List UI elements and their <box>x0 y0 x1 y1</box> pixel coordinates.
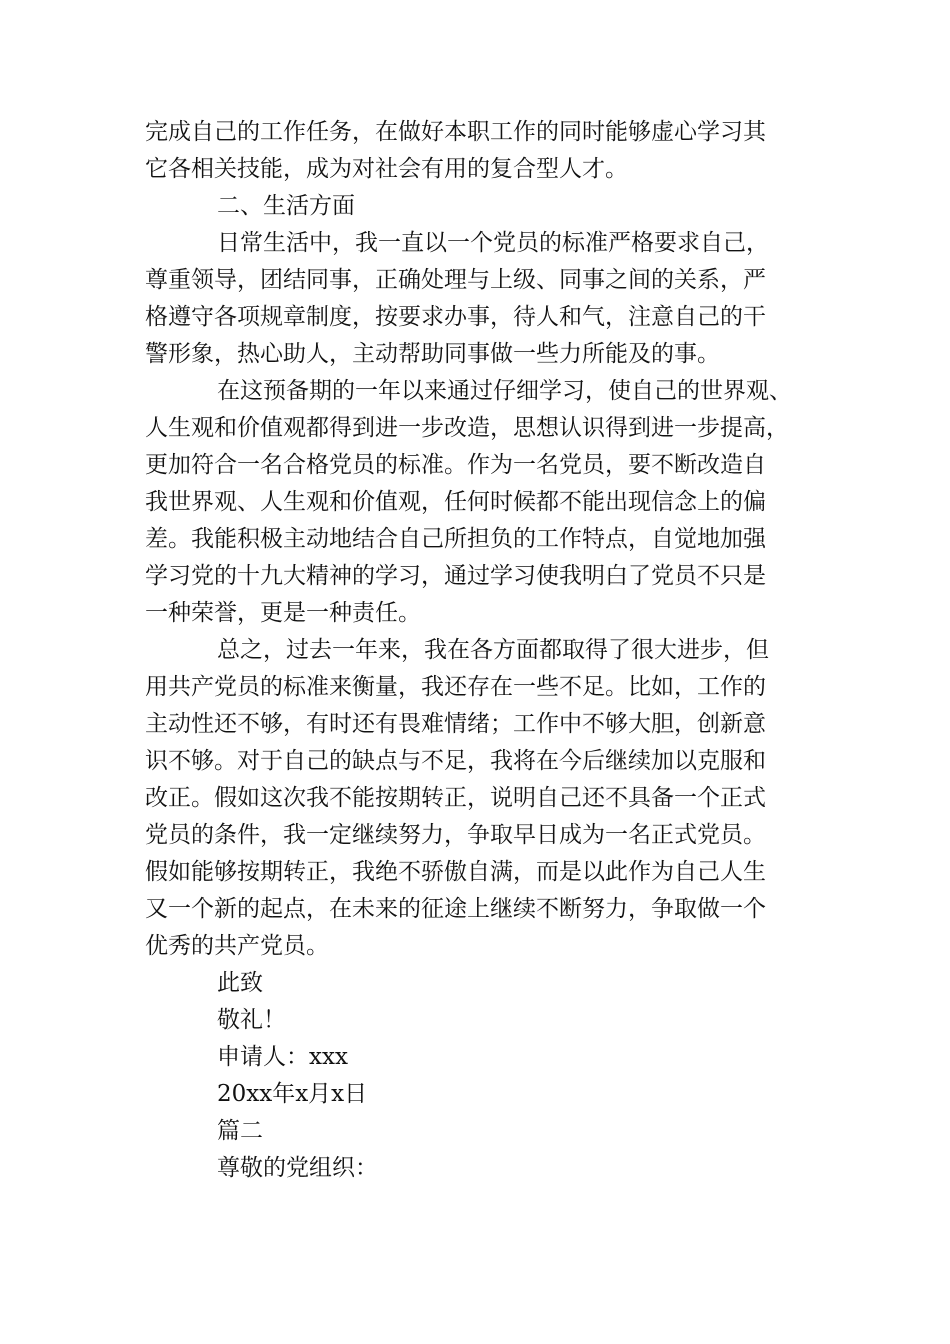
closing-jingli: 敬礼！ <box>217 1007 286 1033</box>
part-label: 篇二 <box>217 1118 263 1144</box>
letter-greeting <box>145 1150 805 1187</box>
closing-salutation <box>145 965 805 1002</box>
text-line: 人生观和价值观都得到进一步改造，思想认识得到进一步提高， <box>145 415 789 441</box>
text-line: 在这预备期的一年以来通过仔细学习，使自己的世界观、 <box>217 378 792 404</box>
closing-regards <box>145 1002 805 1039</box>
letter-date <box>145 1076 805 1113</box>
applicant-signature <box>145 1039 805 1076</box>
paragraph-summary <box>145 632 805 965</box>
text-line: 优秀的共产党员。 <box>145 933 329 959</box>
text-line: 日常生活中，我一直以一个党员的标准严格要求自己， <box>217 230 769 256</box>
text-line: 差。我能积极主动地结合自己所担负的工作特点，自觉地加强 <box>145 526 766 552</box>
date-text: 20xx年x月x日 <box>217 1081 368 1107</box>
part-two-heading <box>145 1113 805 1150</box>
paragraph-daily-life <box>145 225 805 373</box>
document-body <box>145 114 805 1187</box>
text-line: 格遵守各项规章制度，按要求办事，待人和气，注意自己的干 <box>145 304 766 330</box>
paragraph-probation-study <box>145 373 805 632</box>
text-line: 更加符合一名合格党员的标准。作为一名党员，要不断改造自 <box>145 452 766 478</box>
closing-cizhi: 此致 <box>217 970 263 996</box>
text-line: 主动性还不够，有时还有畏难情绪；工作中不够大胆，创新意 <box>145 711 766 737</box>
text-line: 又一个新的起点，在未来的征途上继续不断努力，争取做一个 <box>145 896 766 922</box>
section-heading-text: 二、生活方面 <box>217 193 355 219</box>
text-line: 一种荣誉，更是一种责任。 <box>145 600 421 626</box>
text-line: 完成自己的工作任务，在做好本职工作的同时能够虚心学习其 <box>145 119 766 145</box>
text-line: 学习党的十九大精神的学习，通过学习使我明白了党员不只是 <box>145 563 766 589</box>
text-line: 用共产党员的标准来衡量，我还存在一些不足。比如，工作的 <box>145 674 766 700</box>
applicant-name: 申请人：xxx <box>217 1044 348 1070</box>
text-line: 假如能够按期转正，我绝不骄傲自满，而是以此作为自己人生 <box>145 859 766 885</box>
text-line: 改正。假如这次我不能按期转正，说明自己还不具备一个正式 <box>145 785 766 811</box>
paragraph-work-continuation <box>145 114 805 188</box>
text-line: 总之，过去一年来，我在各方面都取得了很大进步，但 <box>217 637 769 663</box>
text-line: 识不够。对于自己的缺点与不足，我将在今后继续加以克服和 <box>145 748 766 774</box>
text-line: 我世界观、人生观和价值观，任何时候都不能出现信念上的偏 <box>145 489 766 515</box>
text-line: 党员的条件，我一定继续努力，争取早日成为一名正式党员。 <box>145 822 766 848</box>
section-heading-life <box>145 188 805 225</box>
text-line: 尊重领导，团结同事，正确处理与上级、同事之间的关系，严 <box>145 267 766 293</box>
text-line: 它各相关技能，成为对社会有用的复合型人才。 <box>145 156 628 182</box>
text-line: 警形象，热心助人，主动帮助同事做一些力所能及的事。 <box>145 341 720 367</box>
greeting-text: 尊敬的党组织： <box>217 1155 378 1181</box>
